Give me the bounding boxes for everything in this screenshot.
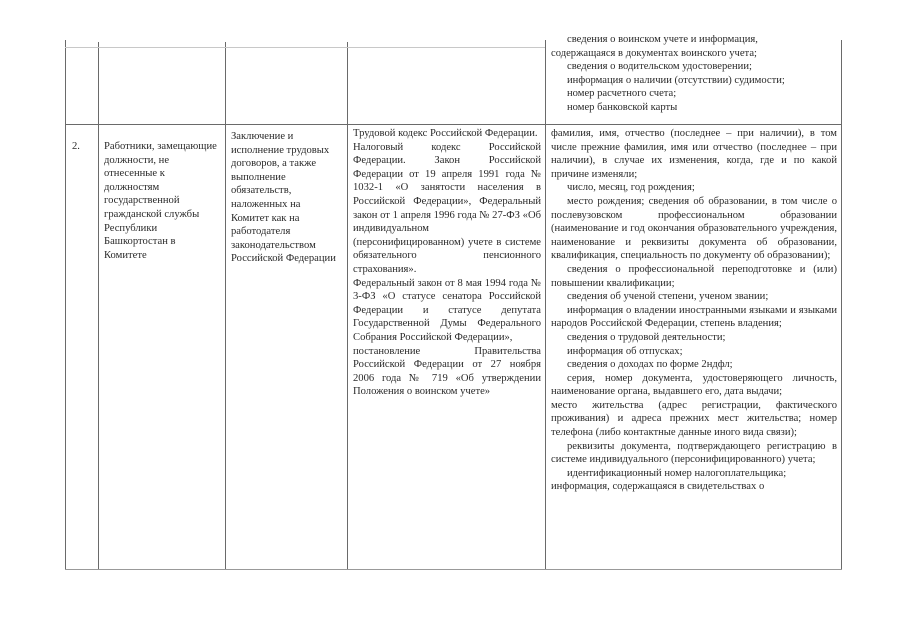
data-item: сведения о доходах по форме 2ндфл; <box>567 359 733 371</box>
data-item: место рождения; сведения об образовании, в том числе о послевузовском профессиональном образовании (наименование и год окончания образовательного учреждения, наименование и реквизиты документа об образовании, квалификация, специальность по документу об образовании); <box>551 195 837 262</box>
data-item: номер расчетного счета; <box>567 88 677 100</box>
data-item: информация, содержащаяся в свидетельствах о <box>551 481 765 493</box>
data-item: фамилия, имя, отчество (последнее – при наличии), в том числе прежние фамилия, имя или отчество (последнее – при наличии), в случае их изменения, когда, где и по какой причине изменяли; <box>551 128 837 180</box>
data-item: число, месяц, год рождения; <box>567 182 695 194</box>
data-item: сведения о трудовой деятельности; <box>567 331 726 343</box>
legal-basis-cell <box>353 127 541 399</box>
data-item: сведения о воинском учете и информация, <box>567 34 758 45</box>
data-item: место жительства (адрес регистрации, фактического проживания) и адреса прежних мест жительства; номер телефона (либо контактные данные иного вида связи); <box>551 399 837 439</box>
column-divider-3 <box>347 42 348 570</box>
data-item: сведения о профессиональной переподготовке и (или) повышении квалификации; <box>551 263 837 289</box>
row-divider <box>65 124 842 125</box>
legal-basis-item: постановление Правительства Российской Федерации от 27 ноября 2006 года № 719 «Об утверждении Положения о воинском учете» <box>353 345 541 398</box>
legal-basis-item: Налоговый кодекс Российской Федерации. Закон Российской Федерации от 19 апреля 1991 года № 1032-1 «О занятости населения в Российской Федерации», Федеральный закон от 1 апреля 1996 года № 27-ФЗ «Об индивидуальном (персонифицированном) учете в системе обязательного пенсионного страхования». <box>353 141 541 275</box>
data-item: информация о владении иностранными языками и языками народов Российской Федерации, степень владения; <box>551 304 837 330</box>
data-item: сведения о водительском удостоверении; <box>567 61 752 73</box>
table-border-left <box>65 40 66 570</box>
data-item: сведения об ученой степени, ученом звании; <box>567 291 769 303</box>
row-number: 2. <box>72 141 80 152</box>
data-item: реквизиты документа, подтверждающего регистрацию в системе индивидуального (персонифицированного) учета; <box>551 440 837 466</box>
legal-basis-item: Федеральный закон от 8 мая 1994 года № 3-ФЗ «О статусе сенатора Российской Федерации и статусе депутата Государственной Думы Федерального Собрания Российской Федерации», <box>353 277 541 343</box>
legal-basis-item: Трудовой кодекс Российской Федерации. <box>353 128 538 139</box>
data-item: номер банковской карты <box>567 101 678 113</box>
data-item: информация о наличии (отсутствии) судимости; <box>567 74 785 86</box>
personal-data-list-cell <box>551 127 837 494</box>
column-divider-1 <box>98 42 99 570</box>
data-item: содержащаяся в документах воинского учета; <box>551 47 757 59</box>
table-border-top <box>65 47 545 48</box>
data-item: идентификационный номер налогоплательщика; <box>567 467 787 479</box>
processing-purpose-cell: Заключение и исполнение трудовых договоров, а также выполнение обязательств, наложенных на Комитет как на работодателя законодательством Российской Федерации <box>231 131 336 265</box>
column-divider-2 <box>225 42 226 570</box>
employee-category-cell: Работники, замещающие должности, не отнесенные к должностям государственной гражданской службы Республики Башкортостан в Комитете <box>104 141 217 261</box>
table-border-right <box>841 40 842 570</box>
data-item: серия, номер документа, удостоверяющего личность, наименование органа, выдавшего его, дата выдачи; <box>551 372 837 398</box>
data-item: информация об отпусках; <box>567 345 683 357</box>
table-border-bottom <box>65 569 842 570</box>
previous-row-data-cell <box>551 33 837 115</box>
column-divider-4 <box>545 40 546 570</box>
